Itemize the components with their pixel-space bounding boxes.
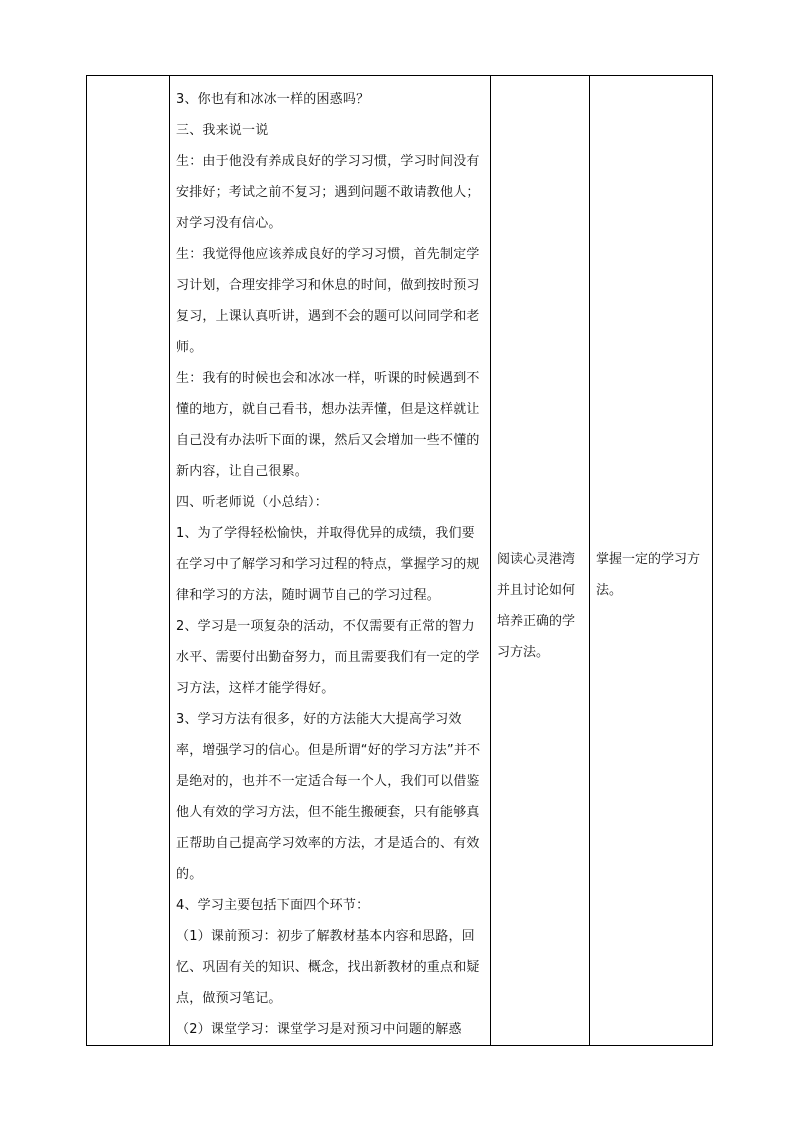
design-intent-cell: [590, 76, 713, 1046]
blank-cell: [87, 76, 170, 1046]
paragraph: 生：我觉得他应该养成良好的学习习惯，首先制定学习计划，合理安排学习和休息的时间，做到按时预习复习，上课认真听讲，遇到不会的题可以问同学和老师。: [176, 247, 480, 355]
teaching-process-cell: [170, 76, 491, 1046]
paragraph: 3、学习方法有很多，好的方法能大大提高学习效率，增强学习的信心。但是所谓“好的学习方法”并不是绝对的，也并不一定适合每一个人，我们可以借鉴他人有效的学习方法，但不能生搬硬套，只有能够真正帮助自己提高学习效率的方法，才是适合的、有效的。: [176, 712, 481, 882]
paragraph: 1、为了学得轻松愉快，并取得优异的成绩，我们要在学习中了解学习和学习过程的特点，掌握学习的规律和学习的方法，随时调节自己的学习过程。: [176, 526, 480, 603]
paragraph: （2）课堂学习：课堂学习是对预习中问题的解惑: [176, 1022, 462, 1037]
paragraph: 2、学习是一项复杂的活动，不仅需要有正常的智力水平、需要付出勤奋努力，而且需要我们有一定的学习方法，这样才能学得好。: [176, 619, 480, 696]
student-activity-cell: [491, 76, 590, 1046]
section-heading: 四、听老师说（小总结）：: [176, 495, 328, 510]
design-intent-text: 掌握一定的学习方法。: [596, 552, 701, 598]
paragraph: （1）课前预习：初步了解教材基本内容和思路，回忆、巩固有关的知识、概念，找出新教材的重点和疑点，做预习笔记。: [176, 929, 480, 1006]
table-row: [87, 76, 713, 1046]
lesson-plan-table: [86, 75, 713, 1046]
paragraph: 生：我有的时候也会和冰冰一样，听课的时候遇到不懂的地方，就自己看书，想办法弄懂，但是这样就让自己没有办法听下面的课，然后又会增加一些不懂的新内容，让自己很累。: [176, 371, 480, 479]
student-activity-text: 阅读心灵港湾并且讨论如何培养正确的学习方法。: [497, 552, 576, 660]
paragraph: 生：由于他没有养成良好的学习习惯，学习时间没有安排好；考试之前不复习；遇到问题不敢请教他人；对学习没有信心。: [176, 154, 480, 231]
teaching-content: [170, 76, 490, 1045]
section-heading: 三、我来说一说: [176, 123, 269, 138]
paragraph: 4、学习主要包括下面四个环节：: [176, 898, 370, 913]
paragraph: 3、你也有和冰冰一样的困惑吗？: [176, 92, 370, 107]
